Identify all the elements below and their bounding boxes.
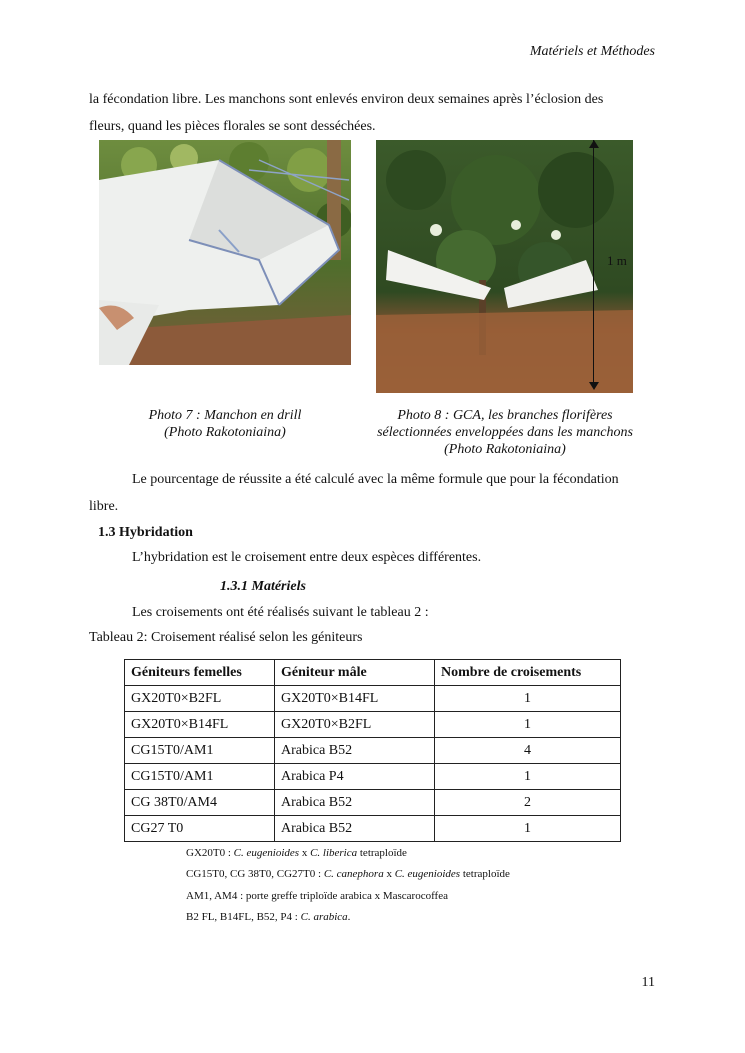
table-row [125, 764, 621, 790]
table-intro-text: Les croisements ont été réalisés suivant le tableau 2 : [132, 605, 429, 620]
table-2-caption: Tableau 2: Croisement réalisé selon les géniteurs [89, 630, 363, 645]
photo-7-sleeve [99, 140, 351, 365]
intro-paragraph [89, 86, 655, 140]
success-paragraph [89, 466, 655, 520]
cross-count-cell: 1 [435, 686, 621, 712]
success-line-2: libre. [89, 499, 119, 514]
female-parent-cell: CG15T0/AM1 [125, 764, 275, 790]
male-parent-cell: Arabica B52 [275, 738, 435, 764]
section-heading-hybridation: 1.3 Hybridation [98, 525, 193, 540]
female-parent-cell: GX20T0×B2FL [125, 686, 275, 712]
photo-7-caption-line-1: Photo 7 : Manchon en drill [148, 408, 302, 423]
column-header-male: Géniteur mâle [275, 660, 435, 686]
photo-8-caption-line-3: (Photo Rakotoniaina) [444, 442, 566, 457]
column-header-count: Nombre de croisements [435, 660, 621, 686]
photo-7-caption-line-2: (Photo Rakotoniaina) [164, 425, 286, 440]
female-parent-cell: CG27 T0 [125, 816, 275, 842]
success-line-1: Le pourcentage de réussite a été calculé avec la même formule que pour la fécondation [132, 472, 619, 487]
page-number: 11 [641, 975, 655, 990]
male-parent-cell: Arabica P4 [275, 764, 435, 790]
table-note-1: GX20T0 : C. eugenioides x C. liberica tetraploïde [186, 847, 407, 859]
scale-arrow-bottom-icon [589, 382, 599, 390]
table-row [125, 816, 621, 842]
male-parent-cell: GX20T0×B14FL [275, 686, 435, 712]
scale-arrow-top-icon [589, 140, 599, 148]
table-note-4: B2 FL, B14FL, B52, P4 : C. arabica. [186, 911, 351, 923]
photo-7-caption [120, 407, 330, 441]
male-parent-cell: Arabica B52 [275, 790, 435, 816]
intro-line-2: fleurs, quand les pièces florales se sont desséchées. [89, 119, 376, 134]
cross-count-cell: 1 [435, 712, 621, 738]
column-header-female: Géniteurs femelles [125, 660, 275, 686]
female-parent-cell: GX20T0×B14FL [125, 712, 275, 738]
table-row [125, 790, 621, 816]
cross-count-cell: 4 [435, 738, 621, 764]
table-row [125, 712, 621, 738]
cross-count-cell: 2 [435, 790, 621, 816]
cross-count-cell: 1 [435, 816, 621, 842]
table-header-row [125, 660, 621, 686]
scale-bar-line [593, 140, 594, 388]
table-note-2: CG15T0, CG 38T0, CG27T0 : C. canephora x C. eugenioides tetraploïde [186, 868, 510, 880]
photo-8-caption-line-1: Photo 8 : GCA, les branches florifères [397, 408, 613, 423]
female-parent-cell: CG15T0/AM1 [125, 738, 275, 764]
male-parent-cell: GX20T0×B2FL [275, 712, 435, 738]
photo-8-coffee-branches [376, 140, 633, 393]
table-row [125, 686, 621, 712]
cross-count-cell: 1 [435, 764, 621, 790]
running-header: Matériels et Méthodes [529, 44, 655, 59]
hybridation-definition: L’hybridation est le croisement entre deux espèces différentes. [132, 550, 482, 565]
subheading-materiels: 1.3.1 Matériels [220, 579, 306, 594]
photo-8-caption [355, 407, 655, 458]
table-row [125, 738, 621, 764]
photo-8-caption-line-2: sélectionnées enveloppées dans les manchons [377, 425, 633, 440]
crosses-table [124, 659, 621, 842]
table-note-3: AM1, AM4 : porte greffe triploïde arabica x Mascarocoffea [186, 890, 448, 902]
intro-line-1: la fécondation libre. Les manchons sont enlevés environ deux semaines après l’éclosion des [89, 92, 604, 107]
female-parent-cell: CG 38T0/AM4 [125, 790, 275, 816]
scale-label: 1 m [607, 253, 627, 268]
male-parent-cell: Arabica B52 [275, 816, 435, 842]
